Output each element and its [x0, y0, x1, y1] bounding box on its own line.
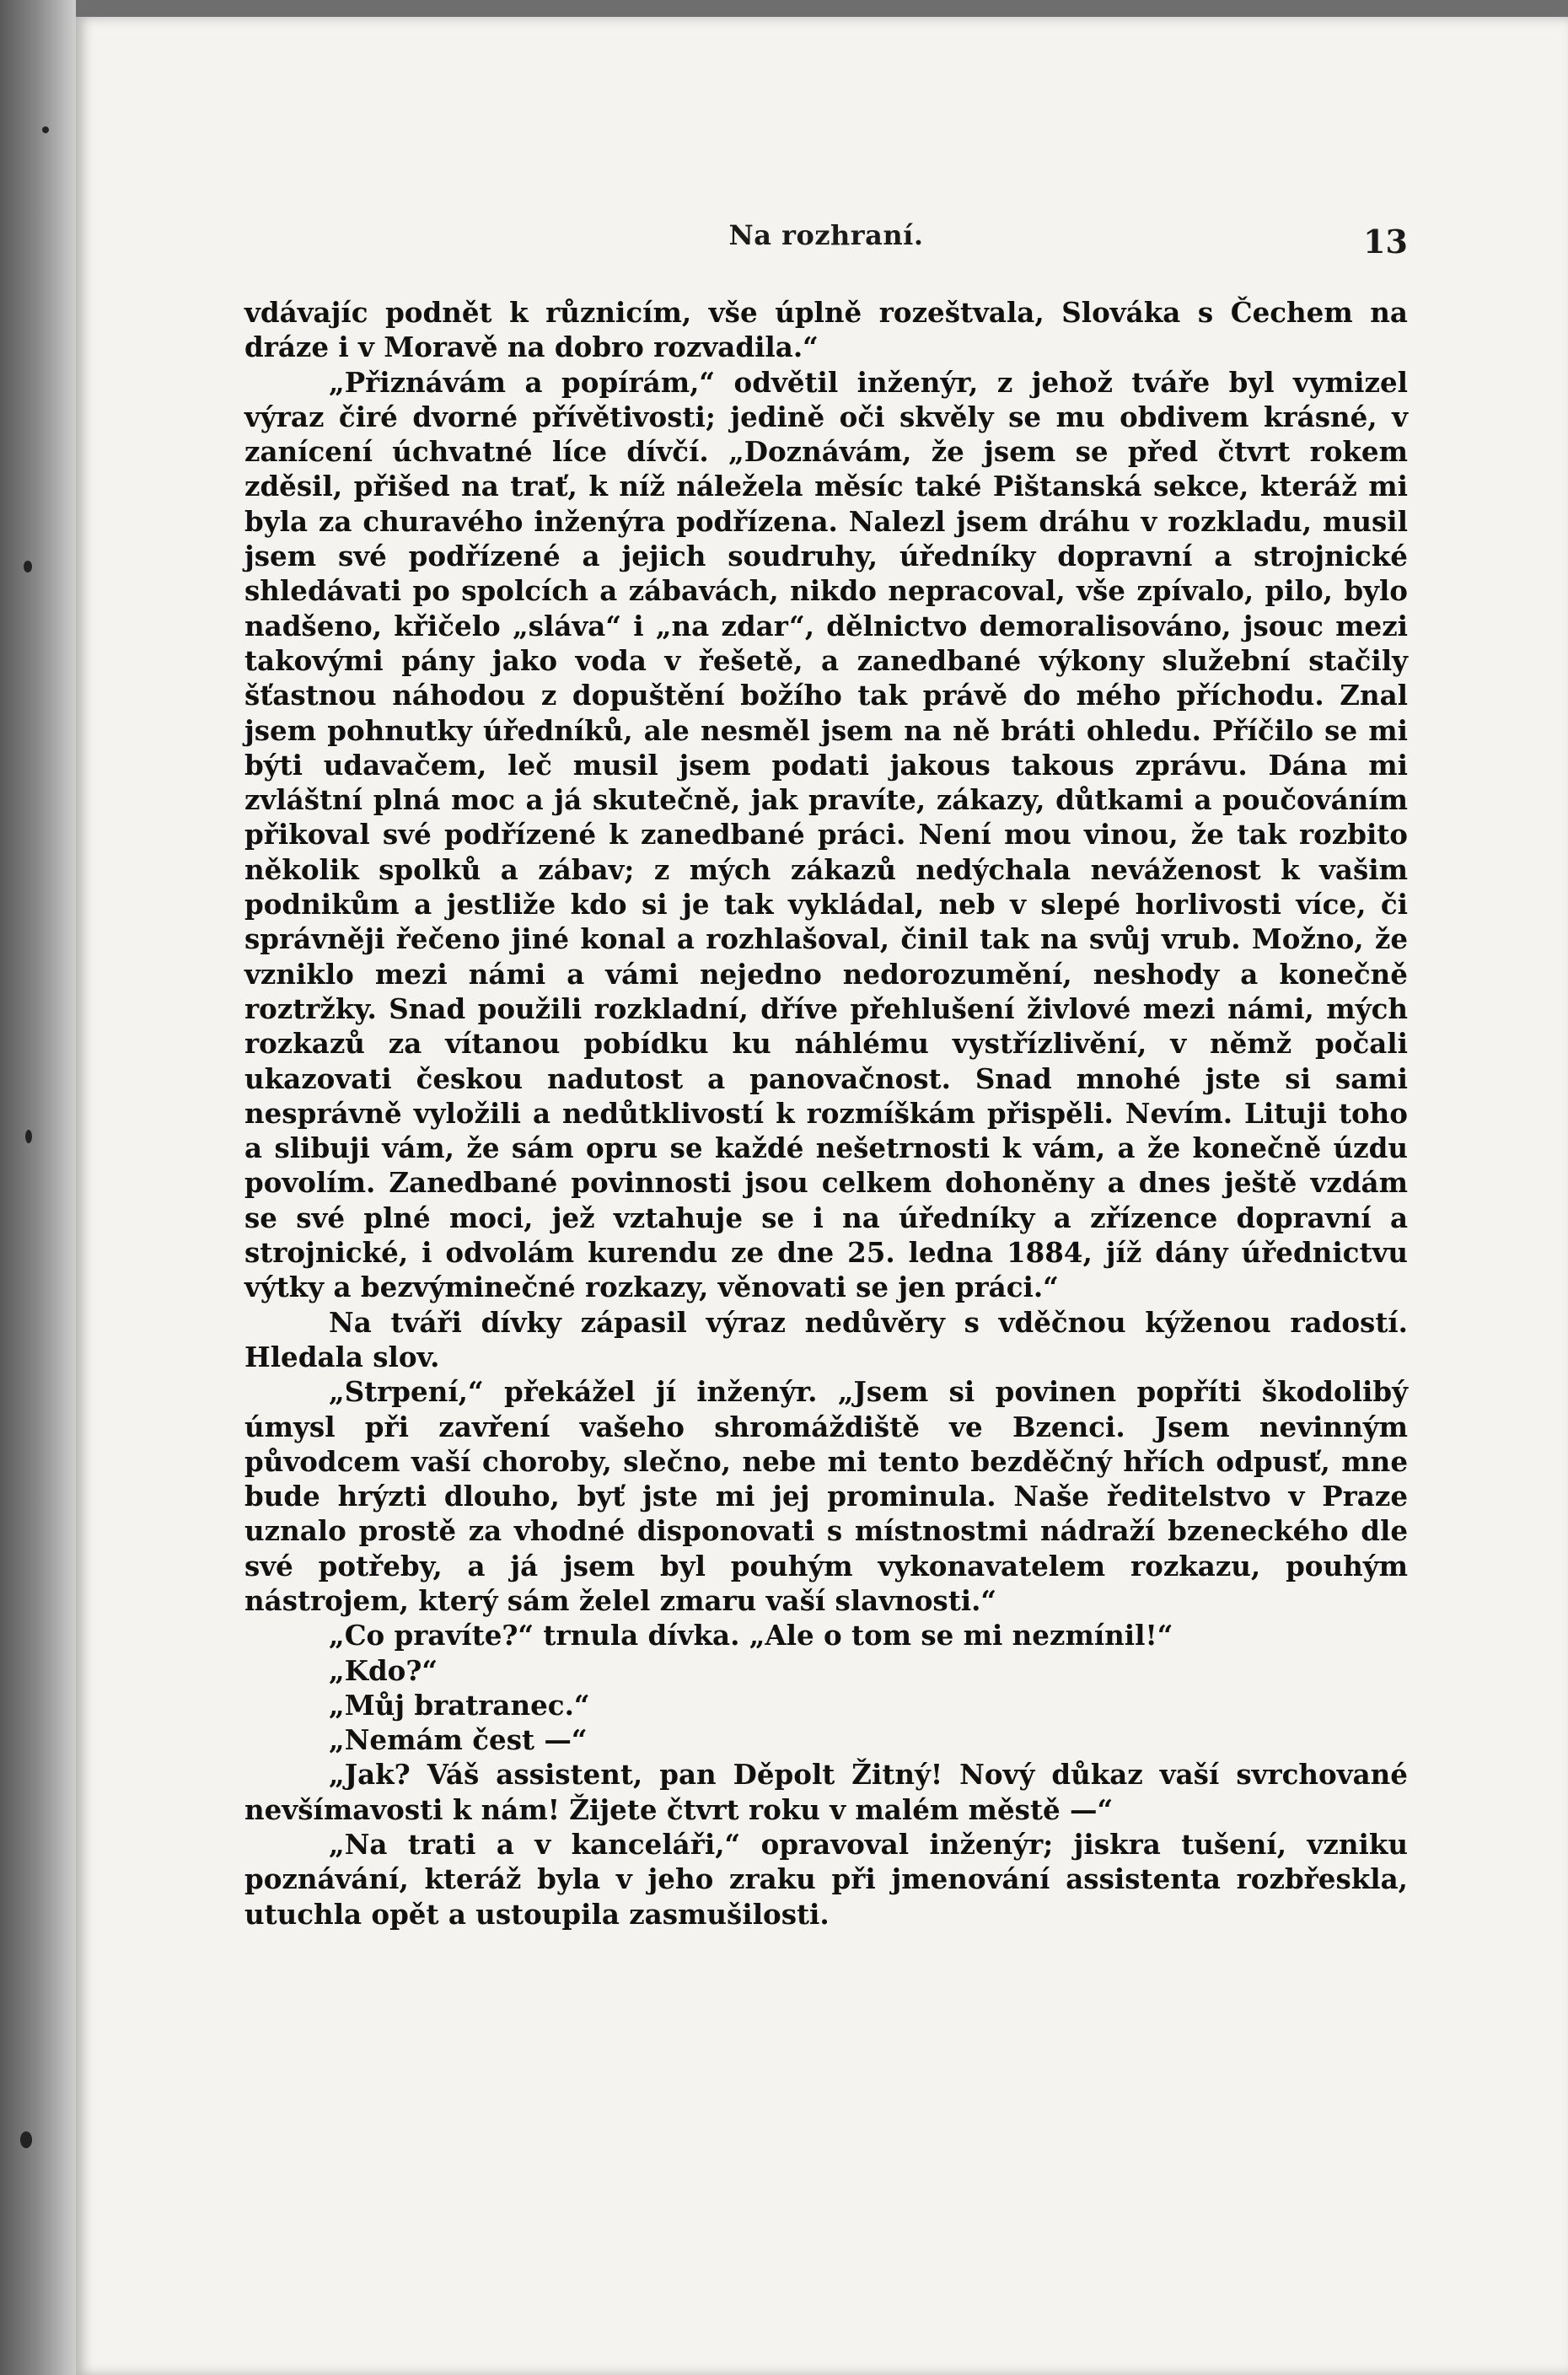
scan-left-edge — [0, 0, 76, 2375]
scan-speck — [24, 561, 32, 572]
paragraph: „Na trati a v kanceláři,“ opravoval inženýr; jiskra tušení, vzniku poznávání, kteráž byla v jeho zraku při jmenování assistenta rozbřeskla, utuchla opět a ustoupila zasmušilosti. — [244, 1828, 1408, 1931]
dialogue-line: „Nemám čest —“ — [329, 1723, 588, 1757]
paragraph: „Jak? Váš assistent, pan Děpolt Žitný! Nový důkaz vaší svrchované nevšímavosti k nám! Žijete čtvrt roku v malém městě —“ — [244, 1758, 1408, 1826]
scan-speck — [42, 126, 49, 133]
body-text — [244, 295, 1408, 1932]
paragraph: Na tváři dívky zápasil výraz nedůvěry s vděčnou kýženou radostí. Hledala slov. — [244, 1305, 1408, 1373]
scan-speck — [25, 1130, 32, 1143]
book-page — [76, 17, 1568, 2375]
paragraph: „Přiznávám a popírám,“ odvětil inženýr, z jehož tváře byl vymizel výraz čiré dvorné přívětivosti; jedině oči skvěly se mu obdivem krásné, v zanícení úchvatné líce dívčí. „Doznávám, že jsem se před čtvrt rokem zděsil, přišed na trať, k níž náležela měsíc také Pištanská sekce, kteráž mi byla za churavého inženýra podřízena. Nalezl jsem dráhu v rozkladu, musil jsem své podřízené a jejich soudruhy, úředníky dopravní a strojnické shledávati po spolcích a zábavách, nikdo nepracoval, vše zpívalo, pilo, bylo nadšeno, křičelo „sláva“ i „na zdar“, dělnictvo demoralisováno, jsouc mezi takovými pány jako voda v řešetě, a zanedbané výkony služební stačily šťastnou náhodou z dopuštění božího tak právě do mého příchodu. Znal jsem pohnutky úředníků, ale nesměl jsem na ně bráti ohledu. Příčilo se mi býti udavačem, leč musil jsem podati jakous takous zprávu. Dána mi zvláštní plná moc a já skutečně, jak pravíte, zákazy, důtkami a poučováním přikoval své podřízené k zanedbané práci. Není mou vinou, že tak rozbito několik spolků a zábav; z mých zákazů nedýchala neváženost k vašim podnikům a jestliže kdo si je tak vykládal, neb v slepé horlivosti více, či správněji řečeno jiné konal a rozhlašoval, činil tak na svůj vrub. Možno, že vzniklo mezi námi a vámi nejedno nedorozumění, neshody a konečně roztržky. Snad použili rozkladní, dříve přehlušení živlové mezi námi, mých rozkazů za vítanou pobídku ku náhlému vystřízlivění, v němž počali ukazovati českou nadutost a panovačnost. Snad mnohé jste si sami nesprávně vyložili a nedůtklivostí k rozmíškám přispěli. Nevím. Lituji toho a slibuji vám, že sám opru se každé nešetrnosti k vám, a že konečně úzdu povolím. Zanedbané povinnosti jsou celkem dohoněny a dnes ještě vzdám se své plné moci, jež vztahuje se i na úředníky a zřízence dopravní a strojnické, i odvolám kurendu ze dne 25. ledna 1884, jíž dány úřednictvu výtky a bezvýminečné rozkazy, věnovati se jen práci.“ — [244, 365, 1408, 1304]
dialogue-line: „Kdo?“ — [329, 1653, 438, 1687]
page-header — [244, 211, 1408, 261]
running-title: Na rozhraní. — [728, 219, 924, 251]
page-number: 13 — [1363, 223, 1408, 261]
scan-speck — [20, 2131, 32, 2148]
dialogue-line: „Můj bratranec.“ — [329, 1688, 590, 1722]
dialogue-line: „Co pravíte?“ trnula dívka. „Ale o tom se mi nezmínil!“ — [329, 1619, 1173, 1652]
paragraph: vdávajíc podnět k různicím, vše úplně rozeštvala, Slováka s Čechem na dráze i v Moravě na dobro rozvadila.“ — [244, 296, 1408, 364]
paragraph: „Strpení,“ překážel jí inženýr. „Jsem si povinen popříti škodolibý úmysl při zavření vašeho shromáždiště ve Bzenci. Jsem nevinným původcem vaší choroby, slečno, nebe mi tento bezděčný hřích odpusť, mne bude hrýzti dlouho, byť jste mi jej prominula. Naše ředitelstvo v Praze uznalo prostě za vhodné disponovati s místnostmi nádraží bzeneckého dle své potřeby, a já jsem byl pouhým vykonavatelem rozkazu, pouhým nástrojem, který sám želel zmaru vaší slavnosti.“ — [244, 1375, 1408, 1617]
